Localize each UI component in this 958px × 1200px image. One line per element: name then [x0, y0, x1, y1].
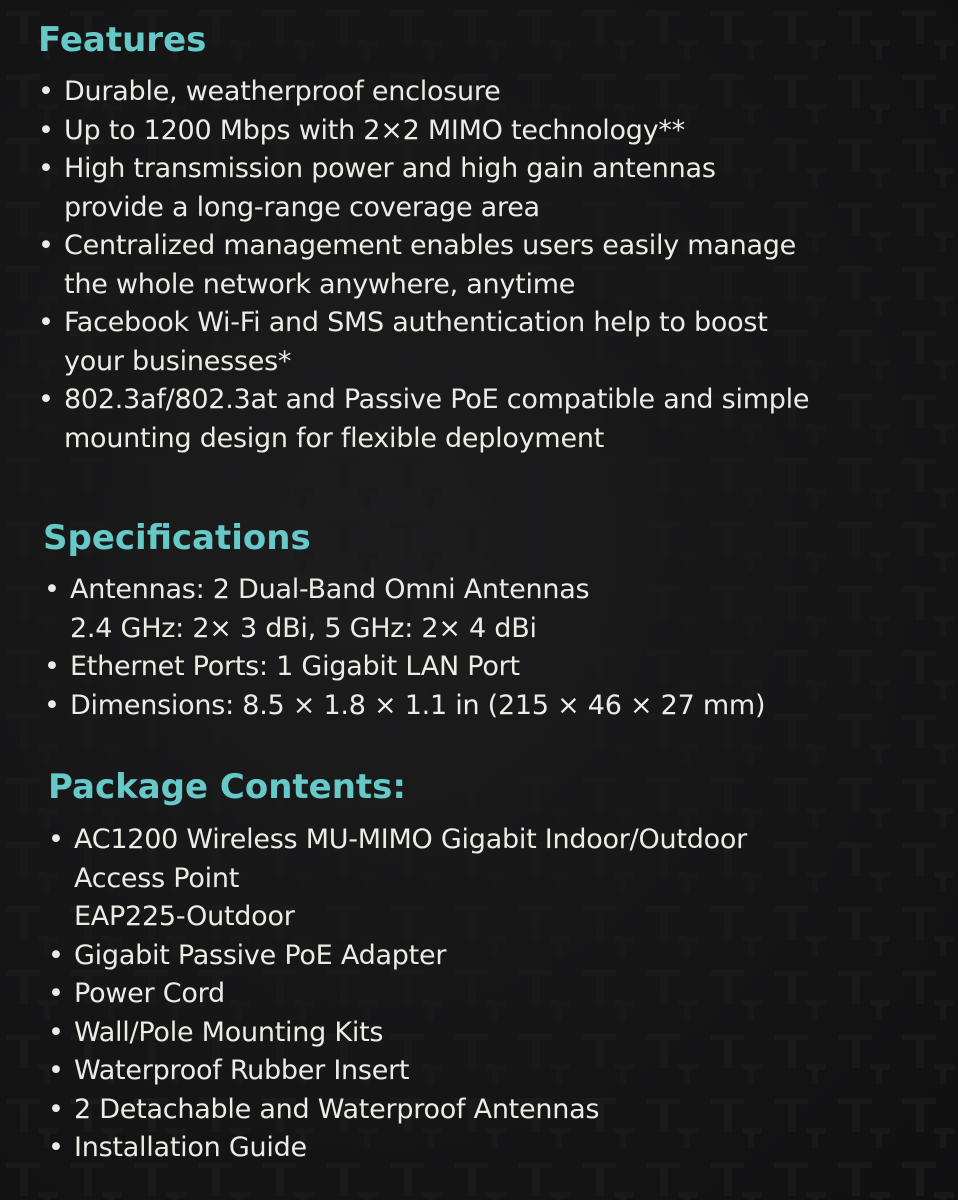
list-item-text: High transmission power and high gain antennas [64, 153, 716, 184]
bullet-icon: • [48, 1132, 64, 1163]
bullet-icon: • [48, 939, 64, 971]
list-item-continuation: your businesses* [64, 345, 292, 377]
package-item [48, 1014, 747, 1053]
bullet-icon: • [44, 574, 60, 605]
list-item-text: Gigabit Passive PoE Adapter [74, 939, 447, 971]
list-item-text: Power Cord [74, 978, 225, 1009]
feature-item [38, 381, 809, 458]
bullet-icon: • [48, 978, 64, 1009]
list-item-text: Installation Guide [74, 1132, 307, 1163]
list-item-text: Dimensions: 8.5 × 1.8 × 1.1 in (215 × 46 × 27 mm) [70, 689, 766, 721]
list-item-text: 802.3af/802.3at and Passive PoE compatible and simple [64, 384, 810, 415]
bullet-icon: • [38, 114, 54, 146]
specification-item [44, 687, 765, 726]
bullet-icon: • [38, 153, 54, 184]
bullet-icon: • [44, 651, 60, 682]
list-item-text: AC1200 Wireless MU-MIMO Gigabit Indoor/Outdoor [74, 824, 747, 855]
list-item-continuation: provide a long-range coverage area [64, 191, 540, 223]
package-item [48, 1052, 747, 1091]
package-item [48, 1129, 747, 1168]
list-item-continuation: Access Point [74, 862, 240, 894]
package-item [48, 937, 747, 976]
list-item-text: Wall/Pole Mounting Kits [74, 1016, 384, 1048]
specifications-list [44, 571, 765, 725]
feature-item [38, 73, 809, 112]
bullet-icon: • [44, 689, 60, 721]
bullet-icon: • [48, 1093, 64, 1125]
package-item [48, 821, 747, 937]
specifications-heading: Specifications [43, 518, 311, 558]
specification-item [44, 571, 765, 648]
package-item [48, 975, 747, 1014]
list-item-text: Centralized management enables users easily manage [64, 230, 797, 261]
list-item-text: Facebook Wi-Fi and SMS authentication help to boost [64, 307, 768, 338]
feature-item [38, 150, 809, 227]
package-contents-list [48, 821, 747, 1168]
bullet-icon: • [48, 1055, 64, 1086]
list-item-text: 2 Detachable and Waterproof Antennas [74, 1093, 600, 1125]
list-item-text: Waterproof Rubber Insert [74, 1055, 410, 1086]
list-item-continuation: the whole network anywhere, anytime [64, 268, 576, 300]
list-item-text: Durable, weatherproof enclosure [64, 76, 501, 107]
feature-item [38, 112, 809, 151]
bullet-icon: • [38, 76, 54, 107]
list-item-text: Antennas: 2 Dual-Band Omni Antennas [70, 574, 590, 605]
package-contents-heading: Package Contents: [48, 767, 407, 807]
list-item-text: Up to 1200 Mbps with 2×2 MIMO technology** [64, 114, 685, 146]
list-item-continuation: 2.4 GHz: 2× 3 dBi, 5 GHz: 2× 4 dBi [70, 612, 537, 644]
bullet-icon: • [48, 1016, 64, 1048]
bullet-icon: • [38, 230, 54, 261]
bullet-icon: • [38, 384, 54, 415]
specification-item [44, 648, 765, 687]
feature-item [38, 304, 809, 381]
feature-item [38, 227, 809, 304]
list-item-text: Ethernet Ports: 1 Gigabit LAN Port [70, 651, 520, 682]
bullet-icon: • [48, 824, 64, 855]
list-item-continuation: mounting design for flexible deployment [64, 422, 605, 454]
package-item [48, 1091, 747, 1130]
bullet-icon: • [38, 307, 54, 338]
features-list [38, 73, 809, 458]
list-item-continuation: EAP225-Outdoor [74, 901, 295, 932]
features-heading: Features [38, 20, 207, 60]
